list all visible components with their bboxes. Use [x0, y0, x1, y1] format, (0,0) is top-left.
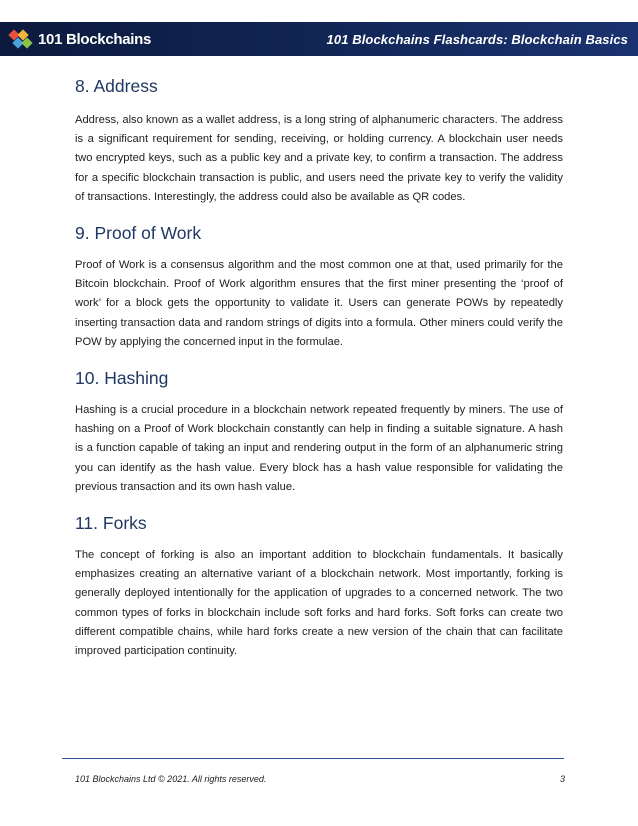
- section-paragraph: Hashing is a crucial procedure in a blockchain network repeated frequently by miners. The use of hashing on a Proof of Work blockchain constantly can help in finding a suitable signature. A hash is a function capable of taking an input and rendering output in the form of an alphanumeric string you can identify as the hash value. Every block has a hash value responsible for validating the previous transaction and its own hash value.: [75, 404, 563, 493]
- section-paragraph: Proof of Work is a consensus algorithm and the most common one at that, used primarily for the Bitcoin blockchain. Proof of Work algorithm ensures that the first miner presenting the ‘proof of work’ for a block gets the opportunity to validate it. Users can generate POWs by repeatedly inserting transaction data and random strings of digits into a formula. Other miners could verify the POW by applying the concerned input in the formulae.: [75, 259, 563, 348]
- copyright-notice: 101 Blockchains Ltd © 2021. All rights reserved.: [75, 774, 267, 784]
- section-proof-of-work: [75, 223, 563, 352]
- blocks-logo-icon: [8, 28, 34, 50]
- section-heading: 8. Address: [75, 76, 158, 96]
- section-forks: [75, 513, 563, 661]
- page-footer: [75, 774, 565, 784]
- section-hashing: [75, 368, 563, 497]
- document-title: 101 Blockchains Flashcards: Blockchain Basics: [326, 31, 628, 47]
- section-heading: 9. Proof of Work: [75, 223, 202, 244]
- section-paragraph: The concept of forking is also an important addition to blockchain fundamentals. It basically emphasizes creating an alternative variant of a blockchain network. Most importantly, forking is generally deployed intentionally for the application of upgrades to a concerned network. The two common types of forks in blockchain include soft forks and hard forks. Soft forks can create two different compatible chains, while hard forks create a new version of the chain that can facilitate improved participation continuity.: [75, 549, 563, 658]
- footer-divider: [62, 758, 564, 759]
- section-address: [75, 76, 563, 207]
- page-content: [75, 76, 563, 661]
- header-banner: [0, 22, 638, 56]
- section-heading: 10. Hashing: [75, 368, 169, 389]
- brand-logo: [8, 28, 151, 50]
- brand-name: 101 Blockchains: [38, 30, 152, 48]
- section-heading: 11. Forks: [75, 513, 147, 534]
- page-number: 3: [559, 774, 565, 784]
- section-paragraph: Address, also known as a wallet address, is a long string of alphanumeric characters. The address is a significant requirement for sending, receiving, or holding currency. A blockchain user needs two encrypted keys, such as a public key and a private key, to confirm a transaction. The address for a specific blockchain transaction is public, and users need the private key to verify the validity of transactions. Interestingly, the address could also be available as QR codes.: [75, 114, 563, 203]
